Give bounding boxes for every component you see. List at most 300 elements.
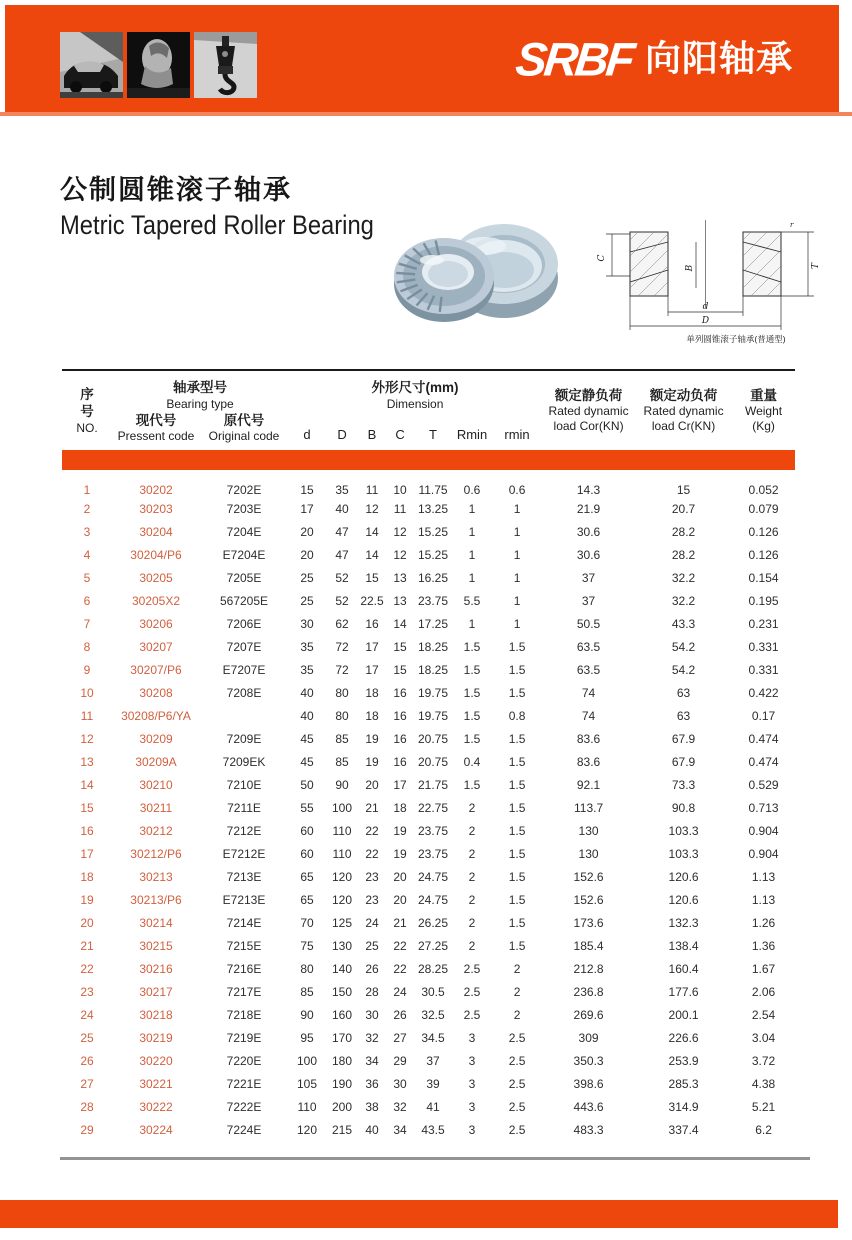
table-cell: 1.5 [508, 754, 526, 769]
table-cell: 1 [468, 616, 476, 631]
table-row [62, 796, 795, 819]
table-cell: 2.5 [508, 1122, 526, 1137]
table-cell: 30213/P6 [130, 892, 182, 907]
table-cell: 13.25 [418, 501, 449, 516]
table-cell: 12 [365, 501, 379, 516]
table-cell: 13 [80, 754, 94, 769]
table-cell: 1.36 [751, 938, 776, 953]
table-cell: 22.5 [360, 593, 384, 608]
table-row [62, 773, 795, 796]
table-cell: 103.3 [668, 823, 699, 838]
table-cell: 2 [468, 800, 476, 815]
table-cell: 13 [393, 570, 407, 585]
table-row [62, 497, 795, 520]
table-cell: 11 [80, 708, 94, 723]
table-cell: 17 [365, 662, 379, 677]
table-cell: 27 [80, 1076, 94, 1091]
table-cell: 7 [83, 616, 91, 631]
table-cell: 52 [335, 570, 349, 585]
col-header-Rmin [452, 412, 492, 451]
table-cell: 0.422 [748, 685, 779, 700]
table-cell: 37 [581, 570, 596, 585]
table-cell: 25 [365, 938, 379, 953]
table-cell: 130 [332, 938, 353, 953]
table-cell: 20 [300, 524, 314, 539]
table-cell: 30206 [139, 616, 173, 631]
table-cell: 62 [335, 616, 349, 631]
table-cell: 30218 [139, 1007, 173, 1022]
table-cell: 7206E [226, 616, 262, 631]
table-cell: 21 [365, 800, 379, 815]
table-row [62, 704, 795, 727]
table-cell: 0.079 [748, 501, 779, 516]
table-cell: 6.2 [755, 1122, 772, 1137]
table-cell: 67.9 [671, 754, 696, 769]
header-photo-strip [60, 32, 257, 98]
table-cell: 7222E [226, 1099, 262, 1114]
table-cell: 1 [513, 501, 521, 516]
table-cell: 3 [468, 1099, 476, 1114]
table-row [62, 566, 795, 589]
table-cell: 20.75 [418, 731, 449, 746]
table-body [62, 470, 795, 1141]
table-cell: 19 [365, 754, 379, 769]
dim-label-t: T [811, 262, 821, 270]
table-cell: 30224 [139, 1122, 173, 1137]
table-cell: 16 [393, 731, 407, 746]
table-cell: 26 [393, 1007, 407, 1022]
weight-cn: 重量 [750, 387, 778, 403]
table-cell: 22 [365, 846, 379, 861]
table-cell: 7221E [226, 1076, 262, 1091]
col-header-d [288, 412, 326, 451]
static-load-en2: load Cor(KN) [553, 419, 624, 434]
table-cell: 152.6 [573, 892, 604, 907]
table-cell: 14.3 [576, 483, 601, 498]
table-cell: 18 [365, 685, 379, 700]
table-cell: 1.67 [751, 961, 776, 976]
table-cell: E7213E [222, 892, 266, 907]
orange-divider [62, 450, 795, 470]
table-cell: 30.6 [576, 524, 601, 539]
table-cell: 110 [332, 823, 352, 838]
table-cell: 16.25 [418, 570, 449, 585]
table-cell: 25 [300, 593, 314, 608]
table-cell: 30220 [139, 1053, 173, 1068]
table-cell: 1.5 [463, 708, 481, 723]
table-cell: 1.5 [508, 823, 526, 838]
table-cell: 5.21 [751, 1099, 776, 1114]
table-cell: 30207 [139, 639, 173, 654]
table-cell: 3 [83, 524, 91, 539]
table-row [62, 819, 795, 842]
table-cell: 1.5 [508, 869, 526, 884]
col-header-D [326, 412, 358, 451]
table-cell: 567205E [219, 593, 269, 608]
table-cell: 19 [393, 846, 407, 861]
table-cell: 45 [300, 754, 314, 769]
table-cell: 16 [80, 823, 94, 838]
table-cell: 7219E [226, 1030, 262, 1045]
table-cell: 25 [80, 1030, 94, 1045]
table-cell: 32 [393, 1099, 407, 1114]
weight-en2: (Kg) [752, 419, 775, 434]
table-cell: 1 [468, 524, 476, 539]
car-photo [60, 32, 123, 98]
table-cell: 100 [332, 800, 353, 815]
table-row [62, 842, 795, 865]
col-header-rmin [492, 412, 542, 451]
table-cell: 3 [468, 1122, 476, 1137]
table-cell: 32 [365, 1030, 379, 1045]
table-cell: 14 [365, 524, 379, 539]
table-cell: 30212/P6 [130, 846, 182, 861]
table-row [62, 520, 795, 543]
crane-hook-photo [194, 32, 257, 98]
dynamic-load-en2: load Cr(KN) [651, 419, 716, 434]
table-cell: 16 [393, 754, 407, 769]
table-cell: E7212E [222, 846, 266, 861]
table-cell: 4.38 [751, 1076, 776, 1091]
static-load-en1: Rated dynamic [548, 404, 629, 419]
table-cell: 30216 [139, 961, 173, 976]
table-cell: 75 [300, 938, 314, 953]
original-en: Original code [208, 429, 280, 444]
no-header-en: NO. [76, 420, 98, 435]
table-cell: 18 [80, 869, 94, 884]
table-cell: 47 [335, 547, 349, 562]
table-cell: 7203E [226, 501, 262, 516]
table-cell: 11 [393, 501, 407, 516]
table-cell: 3 [468, 1053, 476, 1068]
table-cell: 24 [365, 915, 379, 930]
table-cell: 20 [393, 892, 407, 907]
table-cell: 18.25 [418, 662, 449, 677]
table-cell: 2.5 [463, 1007, 481, 1022]
table-cell: 41 [426, 1099, 440, 1114]
table-cell: 110 [297, 1099, 317, 1114]
table-cell: 160.4 [668, 961, 699, 976]
table-cell: 0.474 [748, 754, 779, 769]
table-cell: 28.2 [671, 524, 696, 539]
table-cell: 22.75 [418, 800, 449, 815]
table-row [62, 750, 795, 773]
table-cell: 39 [426, 1076, 440, 1091]
table-cell: E7204E [222, 547, 266, 562]
table-cell: 16 [393, 685, 407, 700]
table-cell: 10 [80, 685, 94, 700]
table-cell: 70 [300, 915, 314, 930]
table-cell: 1.5 [508, 892, 526, 907]
table-cell: 0.126 [748, 547, 779, 562]
table-cell: 212.8 [573, 961, 604, 976]
table-cell: 1 [513, 524, 521, 539]
table-cell: 150 [332, 984, 353, 999]
table-cell: 20.7 [671, 501, 696, 516]
table-row [62, 727, 795, 750]
table-cell: 90 [335, 777, 349, 792]
table-cell: 21.9 [576, 501, 601, 516]
table-cell: 35 [300, 662, 314, 677]
table-cell: 253.9 [668, 1053, 699, 1068]
table-cell: 65 [300, 869, 314, 884]
table-cell: 21 [80, 938, 94, 953]
table-cell: 54.2 [671, 639, 696, 654]
table-cell: 2 [468, 823, 476, 838]
table-cell: 0.904 [748, 846, 779, 861]
table-cell: 23.75 [418, 846, 449, 861]
dim-label-d: d [702, 302, 709, 312]
portrait-photo [127, 32, 190, 98]
table-cell: 32.2 [671, 570, 696, 585]
table-cell: 27.25 [418, 938, 449, 953]
table-cell: 30217 [139, 984, 173, 999]
table-cell: 1 [468, 570, 476, 585]
table-cell: 23.75 [418, 593, 449, 608]
table-row [62, 888, 795, 911]
table-cell: 55 [300, 800, 314, 815]
table-cell: 14 [365, 547, 379, 562]
table-cell: 0.331 [748, 662, 779, 677]
table-cell: 17 [365, 639, 379, 654]
table-cell: 20 [393, 869, 407, 884]
table-cell: 37 [581, 593, 596, 608]
col-header-static-load [542, 370, 635, 450]
bearing-photo [392, 204, 562, 341]
table-row [62, 1026, 795, 1049]
table-cell: 1 [513, 570, 521, 585]
col-header-dynamic-load [635, 370, 732, 450]
table-cell: 1.5 [463, 777, 481, 792]
table-cell: 7215E [226, 938, 262, 953]
table-cell: 30 [393, 1076, 407, 1091]
table-cell: 32.2 [671, 593, 696, 608]
table-cell: 113.7 [573, 800, 604, 815]
table-cell: 67.9 [671, 731, 696, 746]
dim-Rmin: Rmin [456, 427, 488, 443]
table-cell: 7217E [226, 984, 262, 999]
table-cell: 20.75 [418, 754, 449, 769]
table-cell: 7209EK [222, 754, 266, 769]
table-cell: 43.3 [671, 616, 696, 631]
table-cell: 17.25 [418, 616, 449, 631]
table-cell: 60 [300, 823, 314, 838]
table-cell: 7214E [226, 915, 262, 930]
table-cell: 285.3 [668, 1076, 699, 1091]
table-cell: 15 [393, 662, 407, 677]
table-cell: 0.6 [508, 483, 526, 498]
table-row [62, 658, 795, 681]
table-cell: 2.5 [508, 1030, 526, 1045]
table-cell: E7207E [222, 662, 266, 677]
dynamic-load-en1: Rated dynamic [643, 404, 724, 419]
table-row [62, 980, 795, 1003]
table-cell: 12 [80, 731, 94, 746]
table-cell: 28.25 [418, 961, 449, 976]
table-cell: 17 [393, 777, 407, 792]
table-cell: 7213E [226, 869, 262, 884]
table-cell: 38 [365, 1099, 379, 1114]
table-cell: 30208/P6/YA [121, 708, 191, 723]
table-cell: 72 [335, 662, 349, 677]
table-cell: 1.26 [751, 915, 776, 930]
table-cell: 26 [365, 961, 379, 976]
table-cell: 0.4 [463, 754, 481, 769]
table-row [62, 612, 795, 635]
table-cell: 25 [300, 570, 314, 585]
table-cell: 19 [80, 892, 94, 907]
dim-label-big-d: D [701, 316, 710, 326]
table-cell: 2.5 [463, 984, 481, 999]
table-row [62, 543, 795, 566]
table-cell: 85 [300, 984, 314, 999]
table-cell: 20 [80, 915, 94, 930]
table-cell: 17 [80, 846, 94, 861]
table-cell: 3 [468, 1076, 476, 1091]
static-load-cn: 额定静负荷 [554, 387, 623, 403]
table-cell: 483.3 [573, 1122, 604, 1137]
dim-label-b: B [685, 264, 695, 272]
table-cell: 47 [335, 524, 349, 539]
table-cell: 40 [300, 685, 314, 700]
page-title-cn: 公制圆锥滚子轴承 [60, 175, 292, 205]
table-row [62, 681, 795, 704]
table-cell: 120.6 [668, 869, 699, 884]
table-row [62, 1118, 795, 1141]
table-cell: 85 [335, 731, 349, 746]
table-cell [200, 704, 288, 727]
table-cell: 15 [676, 483, 691, 498]
brand-logo-cn: 向阳轴承 [644, 37, 793, 79]
table-cell: 140 [332, 961, 353, 976]
table-cell: 215 [332, 1122, 353, 1137]
table-cell: 2 [468, 846, 476, 861]
table-cell: 130 [578, 823, 599, 838]
weight-en1: Weight [744, 404, 783, 419]
table-cell: 14 [80, 777, 94, 792]
table-cell: 15.25 [418, 524, 449, 539]
original-cn: 原代号 [223, 412, 265, 428]
table-cell: 30209 [139, 731, 173, 746]
table-cell: 63 [676, 685, 691, 700]
table-cell: 1.5 [463, 685, 481, 700]
table-cell: 18 [393, 800, 407, 815]
dim-d: d [303, 427, 311, 443]
table-cell: 11.75 [418, 483, 448, 498]
table-row [62, 1072, 795, 1095]
table-cell: 0.8 [508, 708, 526, 723]
table-cell: 26 [80, 1053, 94, 1068]
table-cell: 30204 [139, 524, 173, 539]
table-cell: 7218E [226, 1007, 262, 1022]
table-cell: 3 [468, 1030, 476, 1045]
table-cell: 110 [332, 846, 352, 861]
table-cell: 0.052 [748, 483, 779, 498]
table-cell: 80 [335, 685, 349, 700]
table-cell: 7202E [226, 483, 262, 498]
table-cell: 37 [426, 1053, 440, 1068]
table-cell: 2 [513, 984, 521, 999]
table-cell: 15 [365, 570, 379, 585]
table-cell: 1.5 [508, 639, 526, 654]
table-cell: 132.3 [668, 915, 699, 930]
table-cell: 23 [80, 984, 94, 999]
table-cell: 2 [468, 938, 476, 953]
col-header-pressent-code [112, 412, 200, 451]
table-cell: 32.5 [421, 1007, 445, 1022]
table-cell: 30215 [139, 938, 173, 953]
portrait-photo-art [127, 32, 190, 98]
table-cell: 92.1 [576, 777, 601, 792]
table-cell: 185.4 [573, 938, 604, 953]
table-cell: 443.6 [573, 1099, 604, 1114]
table-cell: 7205E [226, 570, 262, 585]
table-cell: 7209E [226, 731, 262, 746]
table-cell: 120.6 [668, 892, 699, 907]
bearing-photo-art [392, 204, 562, 336]
table-cell: 3.04 [751, 1030, 776, 1045]
diagram-caption: 单列圆锥滚子轴承(普通型) [686, 334, 786, 344]
table-cell: 100 [297, 1053, 318, 1068]
table-cell: 27 [393, 1030, 407, 1045]
table-cell: 29 [80, 1122, 94, 1137]
table-cell: 26.25 [418, 915, 449, 930]
table-cell: 30221 [139, 1076, 173, 1091]
table-cell: 1.5 [463, 731, 481, 746]
dim-T: T [429, 427, 437, 443]
table-cell: 28 [365, 984, 379, 999]
table-cell: 7220E [226, 1053, 262, 1068]
table-cell: 2 [468, 915, 476, 930]
table-cell: 30222 [139, 1099, 173, 1114]
table-cell: 7204E [226, 524, 262, 539]
table-cell: 2.5 [508, 1076, 526, 1091]
col-header-B [358, 412, 386, 451]
table-cell: 1 [513, 593, 521, 608]
table-cell: 7210E [226, 777, 262, 792]
table-cell: 236.8 [573, 984, 604, 999]
table-cell: 1.13 [751, 892, 776, 907]
table-row [62, 957, 795, 980]
table-cell: 18 [365, 708, 379, 723]
brand-logo-latin: SRBF [513, 32, 635, 85]
table-cell: 0.231 [748, 616, 779, 631]
table-cell: 180 [332, 1053, 353, 1068]
table-cell: 30203 [139, 501, 173, 516]
dim-D: D [337, 427, 347, 443]
table-cell: 30205 [139, 570, 173, 585]
table-cell: 1 [83, 483, 91, 498]
dimension-en: Dimension [386, 396, 444, 411]
table-cell: 125 [332, 915, 353, 930]
table-cell: 1 [468, 547, 476, 562]
table-cell: 1.5 [463, 662, 481, 677]
table-cell: 5 [83, 570, 91, 585]
table-cell: 13 [393, 593, 407, 608]
table-cell: 30209A [135, 754, 177, 769]
table-cell: 30 [365, 1007, 379, 1022]
table-cell: 350.3 [573, 1053, 604, 1068]
table-cell: 11 [365, 483, 379, 498]
car-photo-art [60, 32, 123, 98]
table-row [62, 1049, 795, 1072]
table-cell: 50.5 [576, 616, 601, 631]
table-cell: 6 [83, 593, 91, 608]
table-cell: 2 [83, 501, 91, 516]
table-cell: 12 [393, 547, 407, 562]
table-cell: 7211E [227, 800, 261, 815]
table-cell: 1.5 [508, 685, 526, 700]
